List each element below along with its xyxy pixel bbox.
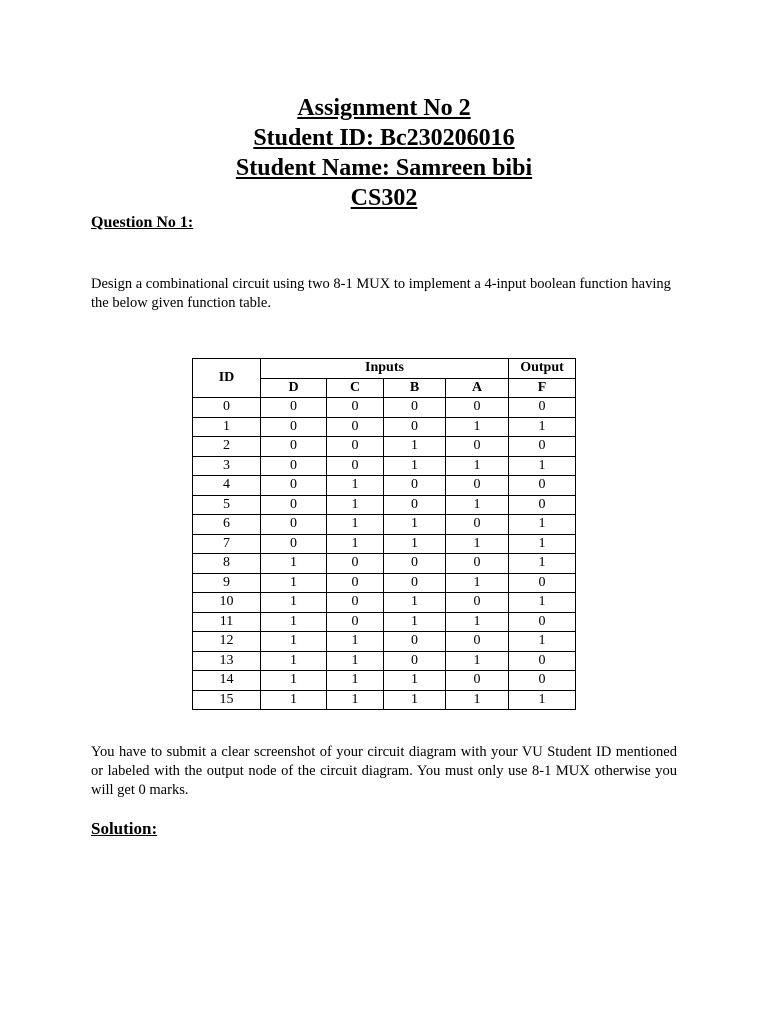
table-cell: 0 [384, 495, 446, 515]
table-row [193, 495, 576, 515]
table-row [193, 593, 576, 613]
table-cell: 0 [509, 573, 576, 593]
table-cell: 11 [193, 612, 261, 632]
table-cell: 0 [509, 671, 576, 691]
table-cell: 3 [193, 456, 261, 476]
table-cell: 0 [509, 476, 576, 496]
table-cell: 1 [327, 651, 384, 671]
table-cell: 12 [193, 632, 261, 652]
table-cell: 0 [509, 398, 576, 418]
table-cell: 8 [193, 554, 261, 574]
table-cell: 6 [193, 515, 261, 535]
table-cell: 1 [327, 476, 384, 496]
table-cell: 1 [261, 690, 327, 710]
table-row [193, 476, 576, 496]
table-cell: 1 [509, 690, 576, 710]
table-cell: 9 [193, 573, 261, 593]
table-cell: 0 [327, 554, 384, 574]
table-cell: 1 [509, 515, 576, 535]
table-cell: 0 [384, 398, 446, 418]
table-cell: 0 [384, 417, 446, 437]
table-cell: 0 [327, 456, 384, 476]
table-body [193, 398, 576, 710]
table-cell: 1 [509, 554, 576, 574]
table-cell: 0 [327, 573, 384, 593]
table-cell: 1 [446, 651, 509, 671]
table-cell: 0 [446, 632, 509, 652]
table-cell: 15 [193, 690, 261, 710]
table-cell: 1 [384, 612, 446, 632]
table-cell: 1 [446, 573, 509, 593]
id-header: ID [193, 359, 261, 398]
assignment-title: Assignment No 2 [297, 95, 471, 121]
table-cell: 0 [193, 398, 261, 418]
table-cell: 1 [384, 456, 446, 476]
table-cell: 0 [327, 417, 384, 437]
table-row [193, 534, 576, 554]
table-cell: 0 [446, 554, 509, 574]
table-cell: 0 [446, 593, 509, 613]
table-row [193, 398, 576, 418]
table-cell: 0 [384, 476, 446, 496]
table-cell: 0 [509, 612, 576, 632]
table-row [193, 612, 576, 632]
table-cell: 1 [327, 515, 384, 535]
question-prompt: Design a combinational circuit using two 8-1 MUX to implement a 4-input boolean function having the below given function table. [91, 276, 671, 311]
table-cell: 0 [261, 534, 327, 554]
table-cell: 1 [446, 495, 509, 515]
question-heading: Question No 1: [91, 214, 194, 231]
table-row [193, 690, 576, 710]
table-cell: 1 [509, 417, 576, 437]
table-cell: 1 [384, 671, 446, 691]
table-cell: 1 [446, 534, 509, 554]
table-cell: 0 [509, 495, 576, 515]
table-cell: 2 [193, 437, 261, 457]
table-cell: 1 [384, 534, 446, 554]
student-name: Student Name: Samreen bibi [235, 155, 533, 181]
table-row [193, 554, 576, 574]
table-cell: 0 [384, 651, 446, 671]
table-cell: 1 [509, 593, 576, 613]
table-cell: 14 [193, 671, 261, 691]
table-cell: 1 [327, 495, 384, 515]
table-cell: 10 [193, 593, 261, 613]
output-header: Output [509, 359, 576, 379]
table-cell: 1 [384, 515, 446, 535]
table-cell: 1 [384, 437, 446, 457]
column-header-b: B [384, 378, 446, 398]
table-cell: 0 [261, 456, 327, 476]
function-table [192, 358, 576, 710]
table-cell: 0 [446, 515, 509, 535]
student-id: Student ID: Bc230206016 [253, 125, 515, 151]
table-cell: 1 [509, 632, 576, 652]
table-cell: 1 [327, 671, 384, 691]
table-cell: 1 [193, 417, 261, 437]
table-row [193, 437, 576, 457]
table-cell: 1 [327, 632, 384, 652]
table-cell: 1 [327, 690, 384, 710]
table-cell: 4 [193, 476, 261, 496]
table-row [193, 651, 576, 671]
table-cell: 0 [261, 476, 327, 496]
table-cell: 0 [261, 417, 327, 437]
table-cell: 1 [384, 593, 446, 613]
table-cell: 0 [446, 437, 509, 457]
table-row [193, 417, 576, 437]
table-cell: 0 [509, 437, 576, 457]
table-cell: 1 [446, 690, 509, 710]
table-cell: 0 [327, 593, 384, 613]
table-cell: 0 [261, 495, 327, 515]
table-cell: 0 [509, 651, 576, 671]
table-cell: 0 [446, 398, 509, 418]
table-cell: 0 [327, 398, 384, 418]
table-cell: 1 [261, 632, 327, 652]
inputs-header: Inputs [261, 359, 509, 379]
column-header-a: A [446, 378, 509, 398]
table-cell: 1 [446, 417, 509, 437]
submission-instructions: You have to submit a clear screenshot of your circuit diagram with your VU Student ID mentioned or labeled with the output node of the circuit diagram. You must only use 8-1 MUX otherwise you will get 0 marks. [91, 744, 677, 798]
table-row [193, 671, 576, 691]
table-cell: 0 [327, 437, 384, 457]
table-cell: 1 [446, 612, 509, 632]
course-code: CS302 [350, 185, 418, 211]
column-header-d: D [261, 378, 327, 398]
table-row [193, 632, 576, 652]
solution-heading: Solution: [91, 819, 158, 838]
table-cell: 1 [261, 573, 327, 593]
table-row [193, 456, 576, 476]
table-cell: 0 [261, 515, 327, 535]
table-cell: 0 [327, 612, 384, 632]
table-cell: 1 [509, 456, 576, 476]
table-cell: 13 [193, 651, 261, 671]
table-cell: 1 [261, 554, 327, 574]
table-cell: 0 [384, 573, 446, 593]
table-row [193, 573, 576, 593]
table-cell: 1 [384, 690, 446, 710]
table-cell: 7 [193, 534, 261, 554]
table-cell: 0 [261, 398, 327, 418]
table-row [193, 515, 576, 535]
table-cell: 1 [327, 534, 384, 554]
table-cell: 5 [193, 495, 261, 515]
table-cell: 1 [261, 651, 327, 671]
column-header-f: F [509, 378, 576, 398]
table-cell: 1 [261, 671, 327, 691]
table-cell: 0 [384, 554, 446, 574]
table-cell: 1 [261, 612, 327, 632]
table-cell: 1 [446, 456, 509, 476]
table-cell: 1 [261, 593, 327, 613]
table-cell: 0 [384, 632, 446, 652]
table-cell: 0 [446, 671, 509, 691]
table-cell: 0 [261, 437, 327, 457]
table-cell: 0 [446, 476, 509, 496]
column-header-c: C [327, 378, 384, 398]
table-cell: 1 [509, 534, 576, 554]
